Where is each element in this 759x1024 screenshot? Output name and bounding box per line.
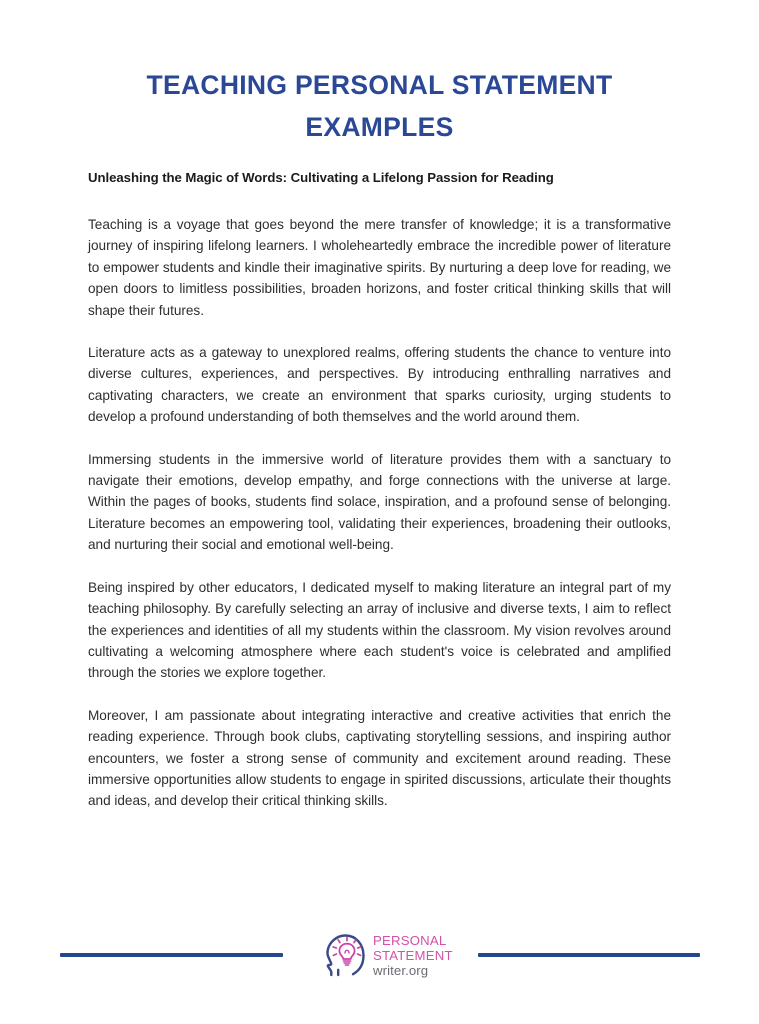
logo-line-statement: STATEMENT [373, 947, 453, 963]
body-paragraph: Being inspired by other educators, I dedicated myself to making literature an integral part of my teaching philosophy. By carefully selecting an array of inclusive and diverse texts, I aim to reflect the experiences and identities of all my students within the classroom. My vision revolves around cultivating a welcoming atmosphere where each student's voice is celebrated and amplified through the stories we explore together. [88, 579, 671, 681]
page-title: TEACHING PERSONAL STATEMENT EXAMPLES [146, 69, 613, 142]
logo-wordmark [373, 933, 453, 978]
logo-line-domain: writer.org [373, 962, 429, 978]
footer-divider-left [60, 953, 283, 957]
brand-logo [325, 926, 453, 984]
logo-line-personal: PERSONAL [373, 932, 447, 948]
document-body [88, 168, 671, 812]
body-paragraph: Moreover, I am passionate about integrating interactive and creative activities that enrich the reading experience. Through book clubs, captivating storytelling sessions, and inspiring author encounters, we foster a strong sense of community and excitement around reading. These immersive opportunities allow students to engage in spirited discussions, articulate their thoughts and ideas, and develop their critical thinking skills. [88, 707, 671, 809]
section-heading: Unleashing the Magic of Words: Cultivating a Lifelong Passion for Reading [88, 170, 554, 185]
body-paragraph: Immersing students in the immersive world of literature provides them with a sanctuary to navigate their emotions, develop empathy, and forge connections with the universe at large. Within the pages of books, students find solace, inspiration, and a profound sense of belonging. Literature becomes an empowering tool, validating their experiences, broadening their outlooks, and nurturing their social and emotional well-being. [88, 451, 671, 553]
body-paragraph: Literature acts as a gateway to unexplored realms, offering students the chance to venture into diverse cultures, experiences, and perspectives. By introducing enthralling narratives and captivating characters, we create an environment that sparks curiosity, urging students to develop a profound understanding of both themselves and the world around them. [88, 345, 671, 425]
footer-divider-right [478, 953, 700, 957]
body-paragraph: Teaching is a voyage that goes beyond the mere transfer of knowledge; it is a transformative journey of inspiring lifelong learners. I wholeheartedly embrace the incredible power of literature to empower students and kindle their imaginative spirits. By nurturing a deep love for reading, we open doors to limitless possibilities, broaden horizons, and foster critical thinking skills that will shape their futures. [88, 217, 671, 318]
head-lightbulb-icon [325, 931, 367, 979]
page-footer [0, 926, 759, 986]
